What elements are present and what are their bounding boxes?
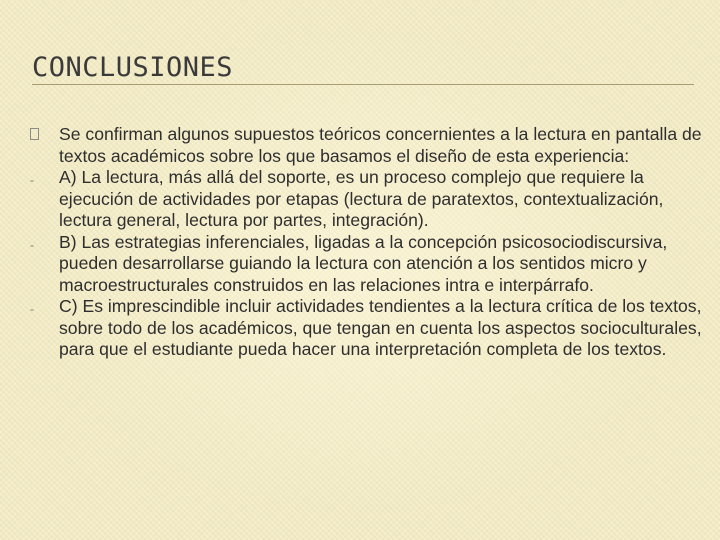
missing-glyph-box-icon	[30, 128, 39, 140]
slide-title: CONCLUSIONES	[32, 52, 234, 83]
bullet-text: B) Las estrategias inferenciales, ligadas a la concepción psicosociodiscursiva, pueden desarrollarse guiando la lectura con atención a los sentidos micro y macroestructurales construidos en las relaciones intra e interpárrafo.	[59, 231, 668, 295]
dash-icon: -	[30, 173, 34, 187]
bullet-text: Se confirman algunos supuestos teóricos concernientes a la lectura en pantalla de textos académicos sobre los que basamos el diseño de esta experiencia:	[59, 124, 702, 166]
bullet-item	[30, 296, 702, 361]
dash-icon: -	[30, 302, 34, 316]
bullet-text: C) Es imprescindible incluir actividades tendientes a la lectura crítica de los textos, sobre todo de los académicos, que tengan en cuenta los aspectos socioculturales, para que el estudiante pueda hacer una interpretación completa de los textos.	[59, 296, 702, 359]
bullet-item	[30, 232, 702, 297]
title-underline	[32, 84, 694, 85]
slide-content	[30, 124, 702, 361]
dash-icon: -	[30, 237, 34, 252]
bullet-item	[30, 167, 702, 232]
bullet-text: A) La lectura, más allá del soporte, es un proceso complejo que requiere la ejecución de actividades por etapas (lectura de paratextos, contextualización, lectura general, lectura por partes, integración).	[59, 167, 664, 230]
bullet-item	[30, 124, 702, 167]
